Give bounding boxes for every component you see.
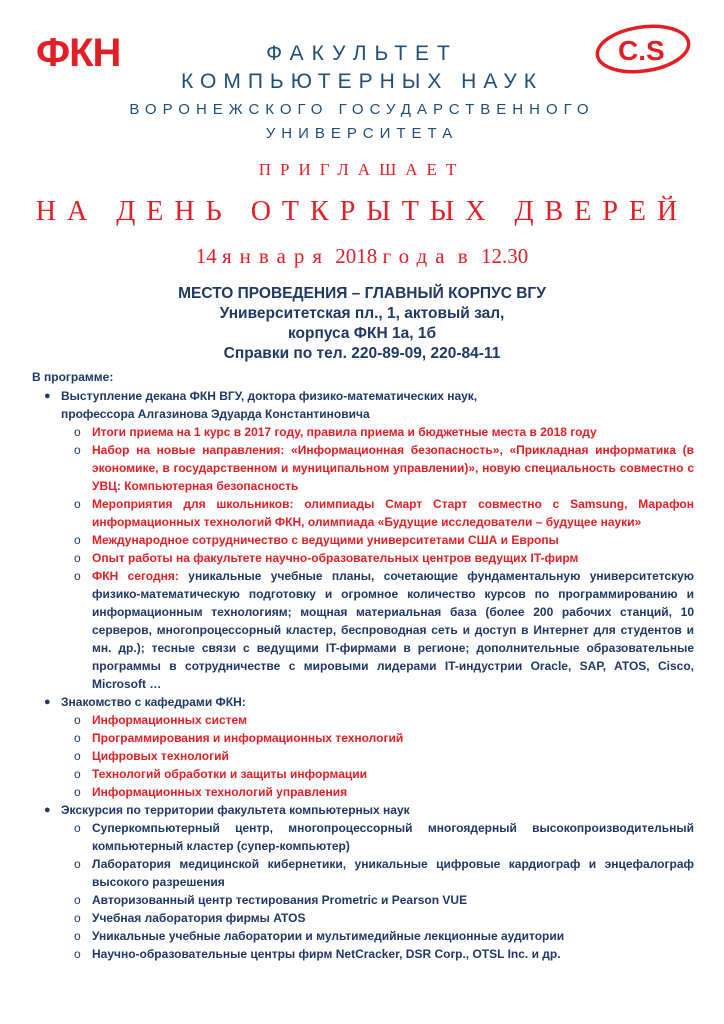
dean-speech-subitems: [61, 423, 694, 693]
list-item: [61, 855, 694, 891]
list-item: [61, 909, 694, 927]
bullet-circle-icon: o: [74, 857, 81, 871]
university-title-line1: ВОРОНЕЖСКОГО ГОСУДАРСТВЕННОГО: [129, 101, 595, 118]
list-item-fkn-today: [61, 567, 694, 693]
dean-speech-line1: Выступление декана ФКН ВГУ, доктора физико-математических наук,: [61, 389, 478, 403]
list-item: [61, 423, 694, 441]
bullet-dot-icon: ●: [44, 390, 51, 402]
bullet-circle-icon: o: [74, 785, 81, 799]
list-item: [61, 945, 694, 963]
university-title-line2: УНИВЕРСИТЕТА: [265, 125, 459, 142]
list-item-text: Научно-образовательные центры фирм NetCracker, DSR Corp., OTSL Inc. и др.: [92, 947, 561, 961]
list-item-text: Набор на новые направления: «Информационная безопасность», «Прикладная информатика (в экономике, в государственном и муниципальном управлении)», новую специальность совместно с УВЦ: Компьютерная безопасность: [92, 443, 694, 493]
date-month: января: [222, 244, 331, 268]
date-word: года: [382, 244, 453, 268]
bullet-circle-icon: o: [74, 767, 81, 781]
program-item-tour: [32, 801, 694, 963]
venue-title: МЕСТО ПРОВЕДЕНИЯ – ГЛАВНЫЙ КОРПУС ВГУ: [178, 285, 546, 302]
list-item-text: Цифровых технологий: [92, 749, 229, 763]
list-item: [61, 819, 694, 855]
program-item-dean-speech: [32, 387, 694, 693]
faculty-title-line2: КОМПЬЮТЕРНЫХ НАУК: [181, 70, 543, 93]
bullet-dot-icon: ●: [44, 804, 51, 816]
list-item: [61, 549, 694, 567]
bullet-circle-icon: o: [74, 713, 81, 727]
bullet-circle-icon: o: [74, 911, 81, 925]
cs-logo-text: C.S: [618, 35, 665, 66]
bullet-circle-icon: o: [74, 443, 81, 457]
venue-buildings: корпуса ФКН 1а, 1б: [287, 325, 437, 342]
faculty-title-line1: ФАКУЛЬТЕТ: [266, 42, 458, 65]
list-item-text: Лаборатория медицинской кибернетики, уникальные цифровые кардиограф и энцефалограф высокого разрешения: [92, 857, 694, 889]
list-item: [61, 765, 694, 783]
list-item-text: Уникальные учебные лаборатории и мультимедийные лекционные аудитории: [92, 929, 565, 943]
bullet-circle-icon: o: [74, 533, 81, 547]
bullet-circle-icon: o: [74, 497, 81, 511]
list-item-text: Информационных систем: [92, 713, 247, 727]
list-item: [61, 747, 694, 765]
bullet-circle-icon: o: [74, 947, 81, 961]
tour-heading: Экскурсия по территории факультета компьютерных наук: [61, 803, 410, 817]
bullet-circle-icon: o: [74, 893, 81, 907]
list-item-text: Технологий обработки и защиты информации: [92, 767, 368, 781]
program-label: В программе:: [32, 370, 114, 384]
list-item: [61, 783, 694, 801]
list-item-text: Мероприятия для школьников: олимпиады Смарт Старт совместно с Samsung, Марафон информационных технологий ФКН, олимпиада «Будущие исследователи – будущее науки»: [92, 497, 694, 529]
list-item-text: Итоги приема на 1 курс в 2017 году, правила приема и бюджетные места в 2018 году: [92, 425, 597, 439]
bullet-circle-icon: o: [74, 929, 81, 943]
bullet-circle-icon: o: [74, 731, 81, 745]
list-item-text: Программирования и информационных технологий: [92, 731, 404, 745]
bullet-circle-icon: o: [74, 749, 81, 763]
list-item: [61, 927, 694, 945]
list-item-text: Учебная лаборатория фирмы ATOS: [92, 911, 306, 925]
bullet-circle-icon: o: [74, 425, 81, 439]
date-year: 2018: [335, 244, 378, 268]
list-item-text: Международное сотрудничество с ведущими университетами США и Европы: [92, 533, 559, 547]
bullet-circle-icon: o: [74, 569, 81, 583]
invites-heading: ПРИГЛАШАЕТ: [258, 160, 466, 179]
list-item-text: Информационных технологий управления: [92, 785, 348, 799]
event-date: [0, 244, 724, 269]
list-item: [61, 711, 694, 729]
bullet-dot-icon: ●: [44, 696, 51, 708]
list-item-text: Опыт работы на факультете научно-образовательных центров ведущих IT-фирм: [92, 551, 579, 565]
fkn-logo-text: ФКН: [36, 31, 121, 72]
departments-list: [61, 711, 694, 801]
list-item: [61, 729, 694, 747]
list-item: [61, 891, 694, 909]
date-in: в: [457, 244, 476, 268]
venue-address: Университетская пл., 1, актовый зал,: [219, 305, 505, 322]
bullet-circle-icon: o: [74, 551, 81, 565]
bullet-circle-icon: o: [74, 821, 81, 835]
program-item-departments: [32, 693, 694, 801]
list-item: [61, 531, 694, 549]
fkn-today-label: ФКН сегодня:: [92, 569, 179, 583]
list-item-text: Авторизованный центр тестирования Prometric и Pearson VUE: [92, 893, 468, 907]
departments-heading: Знакомство с кафедрами ФКН:: [61, 695, 246, 709]
fkn-today-text: уникальные учебные планы, сочетающие фундаментальную университетскую физико-математическую подготовку и огромное количество курсов по программированию и информационным технологиям; мощная материальная база (более 200 рабочих станций, 10 серверов, многопроцессорный кластер, беспроводная сеть и доступ в Интернет для студентов и мн. др.); тесные связи с ведущими IT-фирмами в регионе; дополнительные образовательные программы в сотрудничестве с мировыми лидерами IT-индустрии Oracle, SAP, ATOS, Cisco, Microsoft …: [92, 569, 695, 691]
program-section: [32, 368, 694, 963]
program-list: [32, 387, 694, 963]
open-day-heading: НА ДЕНЬ ОТКРЫТЫХ ДВЕРЕЙ: [35, 196, 689, 227]
venue-phones: Справки по тел. 220-89-09, 220-84-11: [223, 345, 501, 362]
list-item: [61, 495, 694, 531]
date-time: 12.30: [480, 244, 529, 268]
date-day: 14: [195, 244, 217, 268]
list-item: [61, 441, 694, 495]
list-item-text: Суперкомпьютерный центр, многопроцессорный многоядерный высокопроизводительный компьютерный кластер (супер-компьютер): [92, 821, 694, 853]
dean-speech-line2: профессора Алгазинова Эдуарда Константиновича: [61, 407, 370, 421]
tour-list: [61, 819, 694, 963]
